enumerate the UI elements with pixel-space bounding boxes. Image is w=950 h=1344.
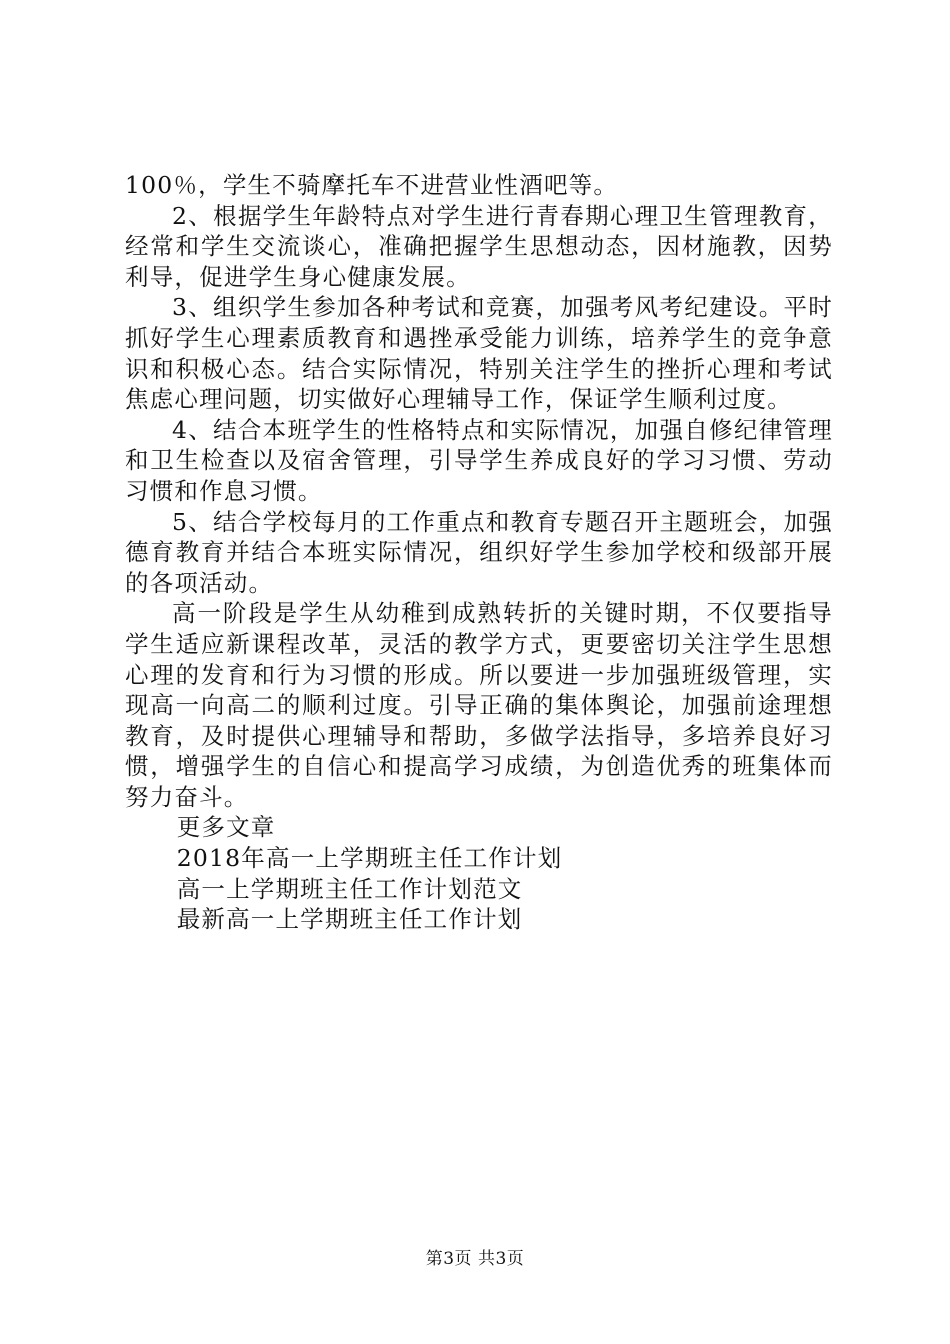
- paragraph-item-3: 3、组织学生参加各种考试和竞赛，加强考风考纪建设。平时抓好学生心理素质教育和遇挫承受能力训练，培养学生的竞争意识和积极心态。结合实际情况，特别关注学生的挫折心理和考试焦虑心理问题，切实做好心理辅导工作，保证学生顺利过度。: [125, 293, 833, 414]
- paragraph-item-2: 2、根据学生年龄特点对学生进行青春期心理卫生管理教育，经常和学生交流谈心，准确把握学生思想动态，因材施教，因势利导，促进学生身心健康发展。: [125, 201, 833, 291]
- related-link-1[interactable]: 2018年高一上学期班主任工作计划: [176, 844, 563, 873]
- paragraph-continuation: 100％，学生不骑摩托车不进营业性酒吧等。: [125, 171, 619, 199]
- paragraph-item-4: 4、结合本班学生的性格特点和实际情况，加强自修纪律管理和卫生检查以及宿舍管理，引导学生养成良好的学习习惯、劳动习惯和作息习惯。: [125, 415, 833, 505]
- related-link-3[interactable]: 最新高一上学期班主任工作计划: [176, 905, 523, 934]
- paragraph-summary: 高一阶段是学生从幼稚到成熟转折的关键时期，不仅要指导学生适应新课程改革，灵活的教学方式，更要密切关注学生思想心理的发育和行为习惯的形成。所以要进一步加强班级管理，实现高一向高二的顺利过度。引导正确的集体舆论，加强前途理想教育，及时提供心理辅导和帮助，多做学法指导，多培养良好习惯，增强学生的自信心和提高学习成绩，为创造优秀的班集体而努力奋斗。: [125, 599, 833, 811]
- more-articles-label: 更多文章: [176, 813, 276, 842]
- related-link-2[interactable]: 高一上学期班主任工作计划范文: [176, 874, 523, 903]
- page-footer: 第3页 共3页: [425, 1249, 525, 1269]
- related-articles: [125, 812, 833, 934]
- document-body: [125, 170, 833, 935]
- paragraph-item-5: 5、结合学校每月的工作重点和教育专题召开主题班会，加强德育教育并结合本班实际情况，组织好学生参加学校和级部开展的各项活动。: [125, 507, 833, 597]
